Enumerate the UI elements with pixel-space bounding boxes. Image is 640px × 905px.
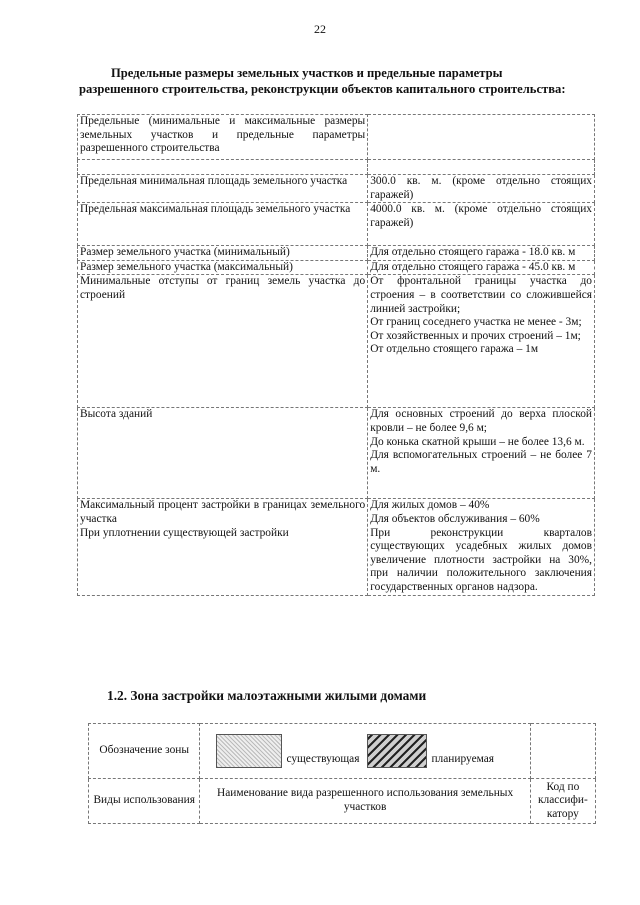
row-label: Предельная максимальная площадь земельного участка bbox=[78, 203, 368, 246]
limits-table bbox=[77, 114, 595, 596]
row-label: Размер земельного участка (максимальный) bbox=[78, 260, 368, 275]
existing-zone-label: существующая bbox=[286, 753, 360, 766]
row-value bbox=[368, 408, 595, 499]
table-row bbox=[78, 246, 595, 261]
table-row bbox=[78, 275, 595, 408]
row-value bbox=[368, 499, 595, 595]
value-line: Для вспомогательных строений – не более 7 м. bbox=[370, 449, 592, 475]
heading-line-2: разрешенного строительства, реконструкции объектов капитального строительства: bbox=[79, 81, 566, 96]
zone-legend-cell bbox=[200, 724, 530, 779]
value-line: Для объектов обслуживания – 60% bbox=[370, 512, 540, 525]
planned-zone-swatch bbox=[367, 734, 427, 768]
heading-line-1: Предельные размеры земельных участков и предельные параметры bbox=[111, 66, 503, 80]
label-line: При уплотнении существующей застройки bbox=[80, 526, 289, 539]
value-line: Для жилых домов – 40% bbox=[370, 499, 490, 512]
empty-cell bbox=[530, 724, 595, 779]
empty-cell bbox=[368, 115, 595, 160]
existing-zone-swatch bbox=[216, 734, 282, 768]
uses-label: Виды использования bbox=[89, 779, 200, 824]
table-row bbox=[78, 115, 595, 160]
row-value: 4000.0 кв. м. (кроме отдельно стоящих гаражей) bbox=[368, 203, 595, 246]
value-line: При реконструкции кварталов существующих усадебных жилых домов увеличение плотности застройки на 30%, при наличии положительного заключения государственных органов надзора. bbox=[370, 526, 592, 593]
table-row bbox=[78, 499, 595, 595]
row-label bbox=[78, 499, 368, 595]
table-row bbox=[78, 203, 595, 246]
row-value: 300.0 кв. м. (кроме отдельно стоящих гаражей) bbox=[368, 175, 595, 203]
row-value bbox=[368, 275, 595, 408]
table-row bbox=[78, 160, 595, 175]
section-heading bbox=[79, 66, 593, 97]
planned-zone-label: планируемая bbox=[431, 753, 495, 766]
zone-table bbox=[88, 723, 596, 824]
table-row bbox=[89, 724, 596, 779]
value-line: От отдельно стоящего гаража – 1м bbox=[370, 343, 539, 356]
page-number: 22 bbox=[314, 22, 326, 36]
value-line: От фронтальной границы участка до строения – в соответствии со сложившейся линией застройки; bbox=[370, 275, 592, 315]
classifier-code-header: Код по классифи-катору bbox=[530, 779, 595, 824]
value-line: Для основных строений до верха плоской кровли – не более 9,6 м; bbox=[370, 408, 592, 434]
row-label: Предельная минимальная площадь земельного участка bbox=[78, 175, 368, 203]
table-row bbox=[89, 779, 596, 824]
label-line: Максимальный процент застройки в границах земельного участка bbox=[80, 499, 366, 525]
zone-section-title: 1.2. Зона застройки малоэтажными жилыми домами bbox=[107, 688, 427, 703]
value-line: До конька скатной крыши – не более 13,6 м. bbox=[370, 435, 585, 448]
limits-header-cell: Предельные (минимальные и максимальные размеры земельных участков и предельные параметры разрешенного строительства bbox=[78, 115, 368, 160]
row-value: Для отдельно стоящего гаража - 45.0 кв. м bbox=[368, 260, 595, 275]
zone-designation-label: Обозначение зоны bbox=[89, 724, 200, 779]
row-label: Высота зданий bbox=[78, 408, 368, 499]
empty-cell bbox=[78, 160, 368, 175]
table-row bbox=[78, 175, 595, 203]
row-label: Размер земельного участка (минимальный) bbox=[78, 246, 368, 261]
use-name-header: Наименование вида разрешенного использования земельных участков bbox=[200, 779, 530, 824]
row-value: Для отдельно стоящего гаража - 18.0 кв. м bbox=[368, 246, 595, 261]
zone-legend bbox=[202, 734, 527, 768]
empty-cell bbox=[368, 160, 595, 175]
row-label: Минимальные отступы от границ земель участка до строений bbox=[78, 275, 368, 408]
value-line: От хозяйственных и прочих строений – 1м; bbox=[370, 329, 581, 342]
table-row bbox=[78, 260, 595, 275]
value-line: От границ соседнего участка не менее - 3м; bbox=[370, 316, 582, 329]
table-row bbox=[78, 408, 595, 499]
